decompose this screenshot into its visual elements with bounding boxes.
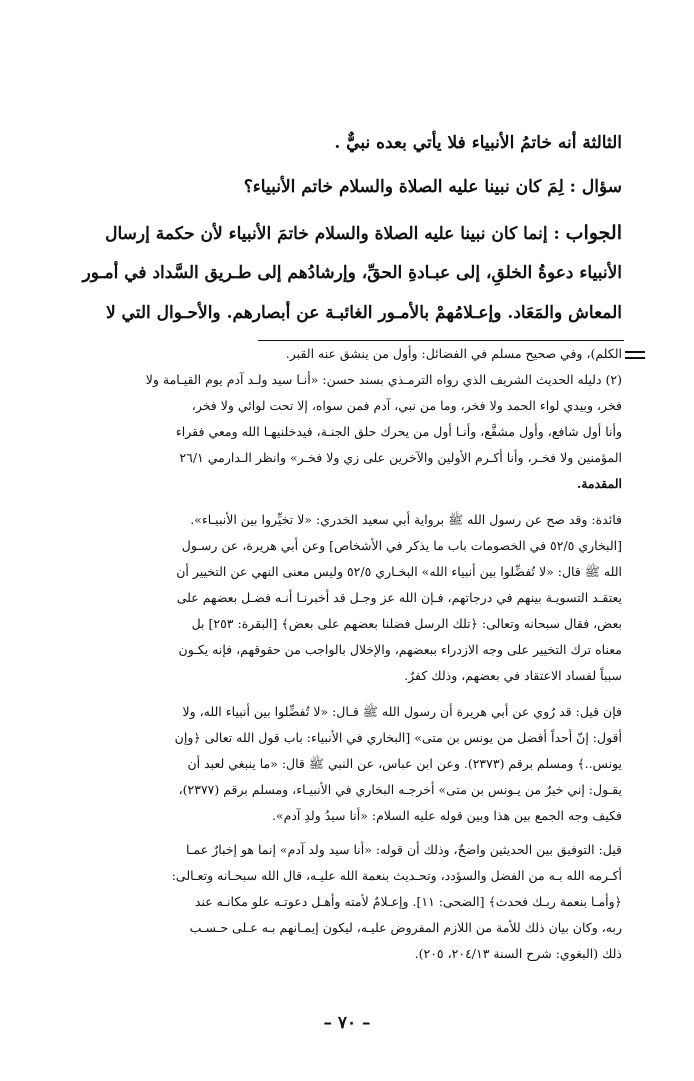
reply-line-4: ربه، وكان بيان ذلك للأمة من اللازم المفروض عليـه، ليكون إيمـانهم بـه عـلى حـسـب bbox=[189, 920, 622, 935]
question-text: : لِمَ كان نبينا عليه الصلاة والسلام خاتم الأنبياء؟ bbox=[243, 177, 576, 197]
question-label: سؤال bbox=[581, 177, 622, 197]
benefit-line-1: فائدة: وقد صح عن رسول الله ﷺ برواية أبي سعيد الخدري: «لا تخيِّروا بين الأنبيـاء». bbox=[190, 512, 622, 527]
objection-line-3: يونس..﴾ ومسلم برقم (٢٣٧٣). وعن ابن عباس، عن النبي ﷺ قال: «ما ينبغي لعبد أن bbox=[187, 756, 622, 771]
question bbox=[72, 172, 622, 218]
footnote-2-line-3: وأنا أول شافع، وأول مشفَّع، وأنـا أول من يحرك حلق الجنـة، فيدخلنيهـا الله ومعي فقراء bbox=[175, 424, 622, 439]
answer-line-1 bbox=[72, 218, 622, 258]
answer-label: الجواب bbox=[565, 222, 622, 244]
benefit-line-2: [البخاري ٥٢/٥ في الخصومات باب ما يذكر في الأشخاص] وعن أبي هريرة، عن رسـول bbox=[181, 538, 622, 553]
reply-line-2: أكـرمه الله بـه من الفضل والسؤدد، وتحـديث بنعمة الله عليـه، قال الله سبحـانه وتعـالى: bbox=[171, 868, 622, 883]
answer-line-2: الأنبياء دعوةُ الخلقِ، إلى عبـادةِ الحقِّ، وإرشادُهم إلى طـريق السَّداد في أمـور bbox=[82, 263, 622, 283]
footnote-2-line-5: المقدمة. bbox=[576, 476, 622, 491]
page-number: – ٧٠ – bbox=[323, 1013, 371, 1033]
third-point: الثالثة أنه خاتمُ الأنبياء فلا يأتي بعده نبيٌّ . bbox=[334, 133, 622, 153]
footnote-2-line-4: المؤمنين ولا فخـر، وأنا أكـرم الأولين والآخرين على زي ولا فخـر» وانظر الـدارمي ٢٦/١ bbox=[179, 450, 622, 465]
footnotes bbox=[40, 341, 622, 967]
answer-line-3: المعاش والمَعَاد. وإعـلامُهمْ بالأمـور الغائبـة عن أبصارهم. والأحـوال التي لا bbox=[105, 303, 622, 323]
footnote-2-label: (٢) bbox=[605, 372, 622, 387]
objection-line-5: فكيف وجه الجمع بين هذا وبين قوله عليه السلام: «أنا سيدُ ولدِ آدم». bbox=[271, 808, 622, 823]
continuation-mark bbox=[625, 351, 645, 359]
answer-text: : إنما كان نبينا عليه الصلاة والسلام خاتمَ الأنبياء لأن حكمة إرسال bbox=[105, 224, 560, 244]
benefit-line-6: معناه ترك التخيير على وجه الازدراء ببعضهم، والإخلال بالواجب من حقوقهم، فإنه يكـون bbox=[178, 642, 622, 657]
footnote-2-line-1 bbox=[40, 367, 622, 393]
main-text bbox=[72, 128, 622, 338]
objection-line-4: يقـول: إني خيرٌ من يـونس بن متى» أخرجـه البخاري في الأنبيـاء، ومسلم برقم (٢٣٧٧)، bbox=[178, 782, 622, 797]
footnote-2-line-2: فخر، وبيدي لواء الحمد ولا فخر، وما من نبي، آدم فمن سواه، إلا تحت لوائي ولا فخر، bbox=[191, 398, 622, 413]
benefit-line-5: بعض، فقال سبحانه وتعالى: ﴿تلك الرسل فضلنا بعضهم على بعض﴾ [البقرة: ٢٥٣] بل bbox=[191, 616, 622, 631]
footnote-2-text: دليله الحديث الشريف الذي رواه الترمـذي بسند حسن: «أنـا سيد ولـد آدم يوم القيـامة ولا bbox=[145, 372, 602, 387]
objection-line-2: أقول: إنّ أحداً أفضل من يونس بن متى» [البخاري في الأنبياء: باب قول الله تعالى ﴿وإن bbox=[174, 730, 622, 745]
reply-line-5: ذلك (البغوي: شرح السنة ٢٠٤/١٣، ٢٠٥). bbox=[414, 946, 622, 961]
reply-line-1: قيل: التوفيق بين الحديثين واضحٌ، وذلك أن قوله: «أنا سيد ولد آدم» إنما هو إخبارٌ عمـا bbox=[186, 842, 622, 857]
footnote-continued: الكلم)، وفي صحيح مسلم في الفضائل: وأول من ينشق عنه القبر. bbox=[285, 346, 622, 361]
benefit-line-4: يعتقـد التسويـة بينهم في درجاتهم، فـإن الله عز وجـل قد أخبرنـا أنـه فضـل بعضهم على bbox=[176, 590, 622, 605]
reply-line-3: ﴿وأمـا بنعمة ربـك فحدث﴾ [الضحى: ١١]. وإعـلامٌ لأمته وأهـل دعوتـه علو مكانـه عند bbox=[194, 894, 622, 909]
objection-line-1: فإن قيل: قد رُوي عن أبي هريرة أن رسول الله ﷺ قـال: «لا تُفضِّلوا بين أنبياء الله، ولا bbox=[182, 704, 622, 719]
benefit-line-3: الله ﷺ قال: «لا تُفضِّلوا بين أنبياء الله» البخـاري ٥٢/٥ وليس معنى النهي عن التخيير أن bbox=[176, 564, 622, 579]
benefit-line-7: سبباً لفساد الاعتقاد في بعضهم، وذلك كفرٌ. bbox=[404, 668, 622, 683]
